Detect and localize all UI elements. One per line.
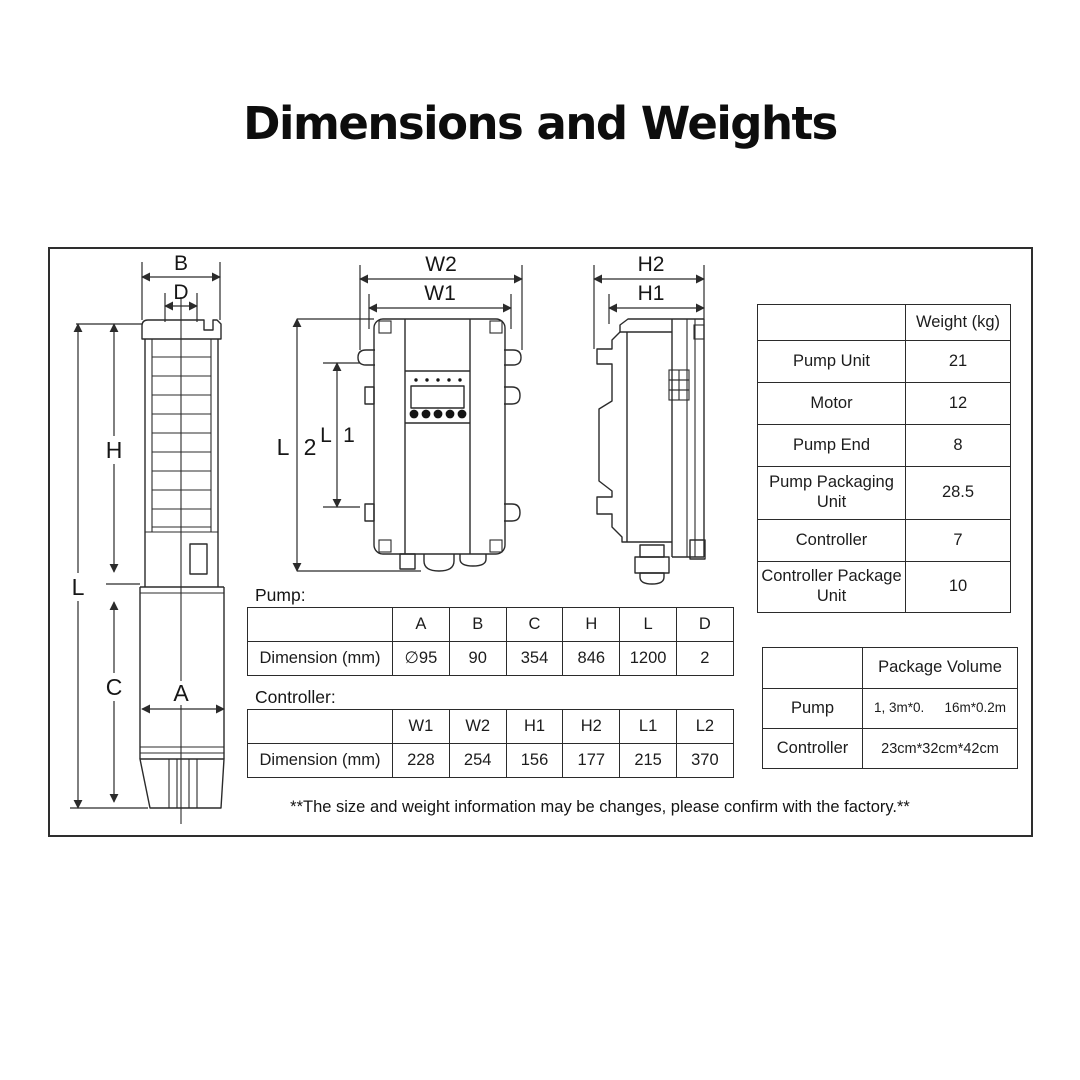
table-row: [758, 425, 1011, 467]
package-volume-table: [762, 647, 1018, 769]
weight-value: 8: [906, 425, 1011, 467]
indicator-dots: [414, 378, 461, 381]
pkg-header: Package Volume: [863, 648, 1018, 689]
controller-dimension-table: [247, 709, 734, 778]
weight-item: Pump Unit: [758, 341, 906, 383]
ctrl-header-w2: W2: [449, 710, 506, 744]
weight-value: 21: [906, 341, 1011, 383]
table-row: [248, 710, 734, 744]
pump-value-h: 846: [563, 642, 620, 676]
controller-section-label: Controller:: [255, 687, 336, 707]
table-row: [248, 744, 734, 778]
table-row: [758, 341, 1011, 383]
panel-buttons: [410, 410, 467, 419]
ctrl-value-l2: 370: [676, 744, 733, 778]
weight-value: 10: [906, 562, 1011, 613]
pkg-volume-part: 23cm*32cm*42cm: [881, 740, 999, 757]
pump-value-a: ∅95: [393, 642, 450, 676]
spec-board: [48, 247, 1033, 837]
dim-label-w2: W2: [425, 253, 457, 276]
dim-label-l: L: [71, 574, 85, 600]
ctrl-header-l1: L1: [620, 710, 677, 744]
table-row: [763, 648, 1018, 689]
dim-label-h1: H1: [637, 282, 665, 305]
ctrl-value-h2: 177: [563, 744, 620, 778]
weight-item: Motor: [758, 383, 906, 425]
display-screen: [411, 386, 464, 408]
pump-row-label: Dimension (mm): [248, 642, 393, 676]
pump-dimension-table: [247, 607, 734, 676]
pump-header-a: A: [393, 608, 450, 642]
pump-value-c: 354: [506, 642, 563, 676]
pump-value-d: 2: [676, 642, 733, 676]
pump-value-l: 1200: [620, 642, 677, 676]
cable-gland: [640, 545, 664, 557]
dim-label-w1: W1: [424, 282, 456, 305]
weight-value: 28.5: [906, 467, 1011, 520]
pump-value-b: 90: [449, 642, 506, 676]
pump-header-h: H: [563, 608, 620, 642]
pump-drawing: [67, 252, 224, 824]
pump-header-b: B: [449, 608, 506, 642]
ctrl-header-h2: H2: [563, 710, 620, 744]
pkg-volume-part: 1, 3m*0.: [874, 700, 925, 716]
ctrl-header-l2: L2: [676, 710, 733, 744]
pkg-item: Controller: [763, 729, 863, 769]
dim-label-l1-letter: L: [320, 424, 332, 447]
table-row: [248, 642, 734, 676]
pump-header-blank: [248, 608, 393, 642]
pkg-item: Pump: [763, 689, 863, 729]
weight-header: Weight (kg): [906, 305, 1011, 341]
dim-label-a: A: [173, 680, 189, 706]
mounting-ear-right: [504, 350, 521, 365]
dim-label-b: B: [173, 252, 189, 275]
pkg-volume: [863, 689, 1018, 729]
table-row: [763, 729, 1018, 769]
weight-item: Controller Package Unit: [758, 562, 906, 613]
pkg-volume-part: 16m*0.2m: [944, 700, 1006, 716]
weight-item: Pump Packaging Unit: [758, 467, 906, 520]
ctrl-row-label: Dimension (mm): [248, 744, 393, 778]
page-title: Dimensions and Weights: [243, 97, 837, 150]
dim-label-c: C: [105, 674, 123, 700]
controller-enclosure: [374, 319, 505, 554]
ctrl-value-w1: 228: [393, 744, 450, 778]
table-row: [248, 608, 734, 642]
controller-front-drawing: [277, 253, 522, 571]
mounting-ear-left: [358, 350, 375, 365]
table-row: [758, 305, 1011, 341]
ctrl-value-w2: 254: [449, 744, 506, 778]
ctrl-value-l1: 215: [620, 744, 677, 778]
controller-side-drawing: [594, 253, 705, 584]
table-row: [758, 520, 1011, 562]
table-row: [758, 562, 1011, 613]
pump-header-l: L: [620, 608, 677, 642]
weight-value: 7: [906, 520, 1011, 562]
dim-label-l1-digit: 1: [343, 424, 355, 447]
ctrl-header-h1: H1: [506, 710, 563, 744]
pkg-volume: [863, 729, 1018, 769]
pump-outlet-port: [190, 544, 207, 574]
ctrl-value-h1: 156: [506, 744, 563, 778]
table-row: [758, 467, 1011, 520]
weight-table: [757, 304, 1011, 613]
ctrl-header-blank: [248, 710, 393, 744]
table-row: [758, 383, 1011, 425]
pump-section-label: Pump:: [255, 585, 306, 605]
dim-label-l2-letter: L: [276, 434, 290, 460]
dim-label-h2: H2: [637, 253, 665, 276]
weight-value: 12: [906, 383, 1011, 425]
pkg-header-blank: [763, 648, 863, 689]
dim-label-l2-digit: 2: [303, 434, 317, 460]
ctrl-header-w1: W1: [393, 710, 450, 744]
pump-header-d: D: [676, 608, 733, 642]
dim-label-h: H: [105, 437, 123, 463]
pump-header-c: C: [506, 608, 563, 642]
weight-item: Controller: [758, 520, 906, 562]
table-row: [763, 689, 1018, 729]
weight-item: Pump End: [758, 425, 906, 467]
dim-label-d: D: [173, 281, 189, 304]
weight-header-blank: [758, 305, 906, 341]
footnote: **The size and weight information may be changes, please confirm with the factory.**: [290, 798, 910, 816]
